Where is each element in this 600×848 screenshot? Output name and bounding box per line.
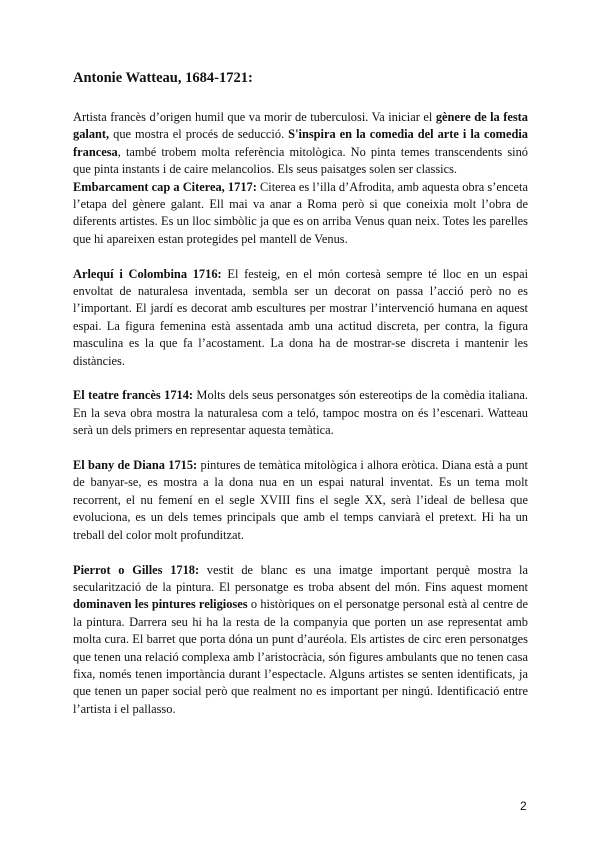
paragraph-spacer: [73, 440, 528, 457]
intro-bold-1: gènere de la festa galant,: [73, 110, 528, 142]
pierrot-bold-1: dominaven les pintures religioses: [73, 597, 248, 612]
paragraph-spacer: [73, 248, 528, 265]
pierrot-heading: Pierrot o Gilles 1718:: [73, 562, 200, 577]
intro-paragraph: [73, 109, 528, 179]
bany-heading: El bany de Diana 1715:: [73, 458, 198, 473]
embarcament-paragraph: [73, 179, 528, 249]
embarcament-text: Citerea es l’illa d’Afrodita, amb aquesta obra s’enceta l’etapa del gènere galant. Ell mai va anar a Roma però si que coneixia molt l’obra de diferents artistes. Es un lloc simbòlic ja que es on arriba Venus quan neix. Totes les parelles que hi apareixen estan protegides pel mantell de Venus.: [73, 179, 528, 246]
intro-bold-2: S'inspira en la comedia del arte i la comedia francesa: [73, 127, 529, 159]
intro-text-1: Artista francès d’origen humil que va morir de tuberculosi. Va iniciar el: [73, 110, 436, 124]
teatre-text: Molts dels seus personatges són estereotips de la comèdia italiana. En la seva obra mostra la naturalesa com a teló, tampoc mostra on és l’escenari. Watteau serà un dels primers en representar aquesta temàtica.: [73, 388, 528, 438]
page-number: 2: [520, 799, 527, 813]
bany-text: pintures de temàtica mitològica i alhora eròtica. Diana està a punt de banyar-se, es mostra a la dona nua en un espai natural inventat. Es un tema molt recorrent, el nu femení en el segle XVIII fins el segle XX, serà l’ideal de bellesa que evoluciona, es un dels temes principals que amb el temps canviarà el pretext. Hi ha un treball del color molt profunditzat.: [73, 458, 528, 542]
pierrot-paragraph: [73, 562, 528, 719]
document-body: [73, 109, 528, 718]
pierrot-text-2: o històriques on el personatge personal està al centre de la pintura. Darrera seu hi ha la resta de la companyia que porten un ase representat amb molta cura. El barret que porta dóna un punt d’auréola. Els artistes de circ eren personatges que tenen una relació complexa amb l’aristocràcia, són figures ambulants que no tenen casa fixa, només tenen importància durant l’espectacle. Alguns artistes se senten identificats, ja que tenen un paper social però que realment no es important per ningú. Identificació entre l’artista i el pallasso.: [73, 597, 528, 716]
intro-text-3: , també trobem molta referència mitològica. No pinta temes transcendents sinó que pinta instants i de caire melancolios. Els seus paisatges solen ser classics.: [73, 144, 528, 177]
bany-paragraph: [73, 457, 528, 544]
paragraph-spacer: [73, 544, 528, 561]
embarcament-heading: Embarcament cap a Citerea, 1717:: [73, 179, 257, 194]
page-title: Antonie Watteau, 1684-1721:: [73, 70, 253, 86]
intro-text-2: que mostra el procés de seducció.: [109, 127, 289, 142]
teatre-heading: El teatre francès 1714:: [73, 388, 194, 403]
arlequi-text: El festeig, en el món cortesà sempre té lloc en un espai envoltat de naturalesa inventada, sembla ser un decorat on passa l’acció però no es l’important. El jardí es decorat amb escultures per mostrar l’intervenció humana en aquest espai. La figura femenina està assentada amb una actitud discreta, per contra, la figura masculina es la que fa l’acostament. La dona ha de mostrar-se discreta i mantenir les distàncies.: [73, 266, 529, 368]
teatre-paragraph: [73, 387, 528, 439]
arlequi-paragraph: [73, 266, 528, 370]
arlequi-heading: Arlequí i Colombina 1716:: [73, 266, 222, 281]
paragraph-spacer: [73, 370, 528, 387]
pierrot-text-1: vestit de blanc es una imatge important perquè mostra la secularització de la pintura. El personatge es troba absent del món. Fins aquest moment: [73, 562, 528, 594]
